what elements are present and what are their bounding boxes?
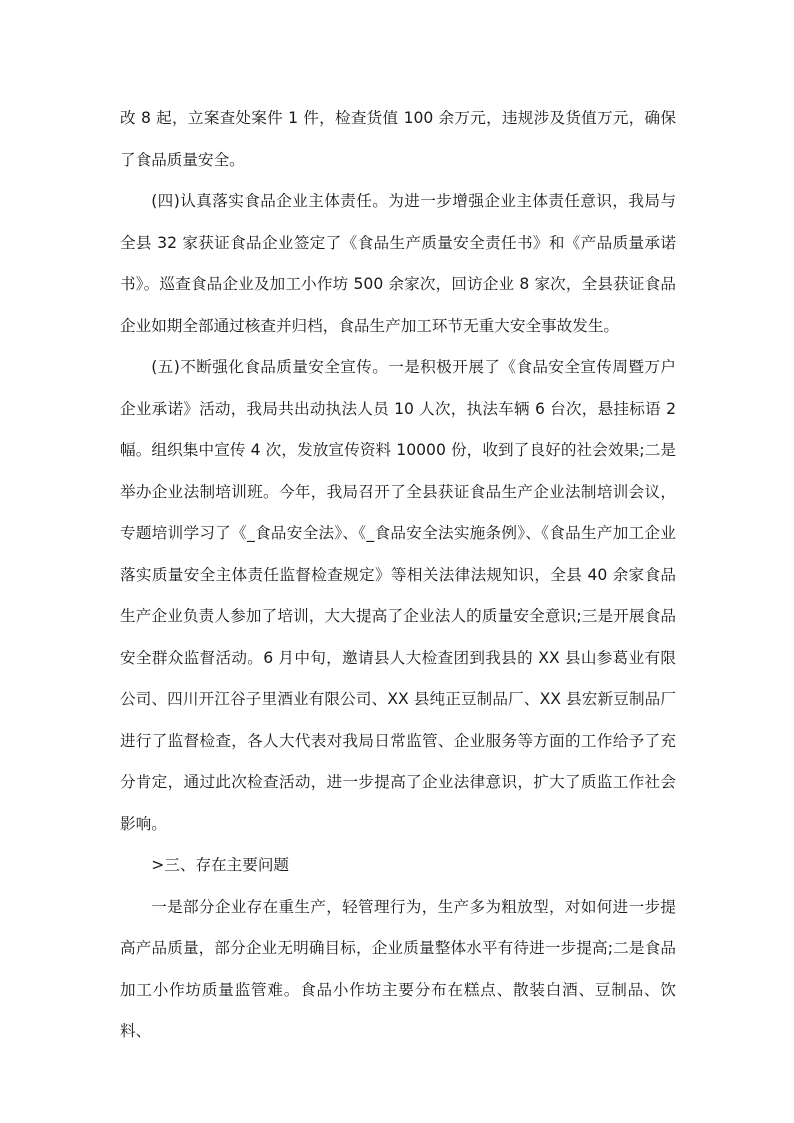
paragraph-section-five: (五)不断强化食品质量安全宣传。一是积极开展了《食品安全宣传周暨万户企业承诺》活动，我局共出动执法人员 10 人次，执法车辆 6 台次，悬挂标语 2 幅。组织集中宣传 4 次，发放宣传资料 10000 份，收到了良好的社会效果;二是举办企业法制培训班。今年，我局召开了全县获证食品生产企业法制培训会议，专题培训学习了《_食品安全法》、《_食品安全法实施条例》、《食品生产加工企业落实质量安全主体责任监督检查规定》等相关法律法规知识，全县 40 余家食品生产企业负责人参加了培训，大大提高了企业法人的质量安全意识;三是开展食品安全群众监督活动。6 月中旬，邀请县人大检查团到我县的 XX 县山参葛业有限公司、四川开江谷子里酒业有限公司、XX 县纯正豆制品厂、XX 县宏新豆制品厂进行了监督检查，各人大代表对我局日常监管、企业服务等方面的工作给予了充分肯定，通过此次检查活动，进一步提高了企业法律意识，扩大了质监工作社会影响。 — [120, 358, 676, 833]
paragraph-section-four: (四)认真落实食品企业主体责任。为进一步增强企业主体责任意识，我局与全县 32 家获证食品企业签定了《食品生产质量安全责任书》和《产品质量承诺书》。巡查食品企业及加工小作坊 500 余家次，回访企业 8 家次，全县获证食品企业如期全部通过核查并归档，食品生产加工环节无重大安全事故发生。 — [120, 192, 676, 335]
section-heading-main-problems: >三、存在主要问题 — [151, 856, 290, 874]
document-body — [120, 98, 676, 1053]
paragraph-continuation: 改 8 起，立案查处案件 1 件，检查货值 100 余万元，违规涉及货值万元，确保了食品质量安全。 — [120, 109, 676, 169]
paragraph-problems: 一是部分企业存在重生产，轻管理行为，生产多为粗放型，对如何进一步提高产品质量，部分企业无明确目标，企业质量整体水平有待进一步提高;二是食品加工小作坊质量监管难。食品小作坊主要分布在糕点、散装白酒、豆制品、饮料、 — [120, 897, 676, 1040]
